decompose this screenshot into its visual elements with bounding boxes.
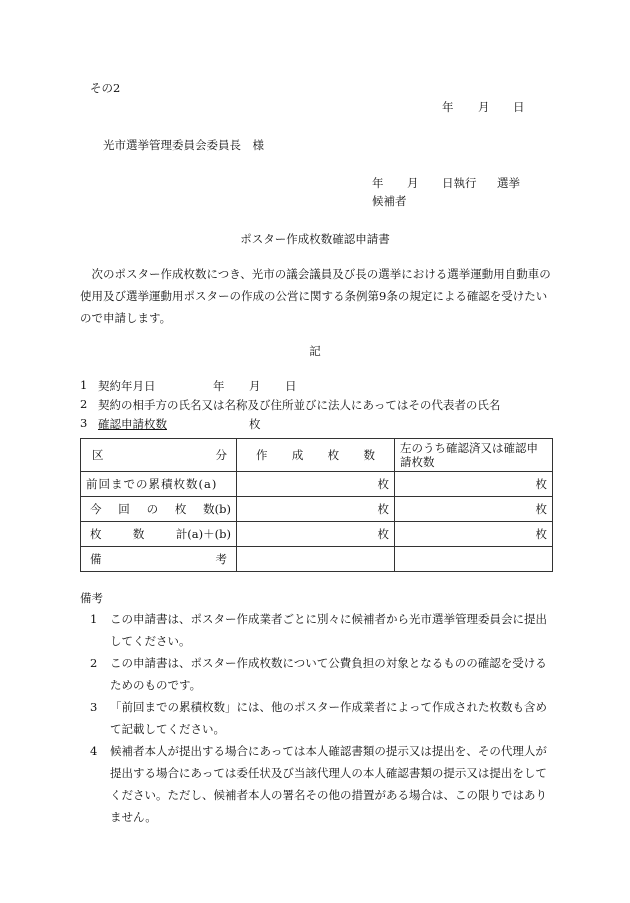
- note-text: この申請書は、ポスター作成業者ごとに別々に候補者から光市選挙管理委員会に提出してください。: [110, 612, 547, 648]
- label-part: 数(b): [203, 502, 231, 516]
- form-number: その2: [90, 81, 121, 95]
- item-1-label: 契約年月日: [98, 379, 156, 393]
- item-1-day: 日: [285, 379, 297, 393]
- note-item: [90, 696, 555, 740]
- item-3-number: 3: [80, 416, 88, 430]
- row-label-total: [81, 522, 237, 547]
- table-header-row: [81, 439, 553, 472]
- date-day: 日: [513, 100, 525, 114]
- label-part: 今: [90, 502, 102, 516]
- label-part: 計(a)＋(b): [175, 527, 231, 541]
- election-year: 年: [372, 176, 384, 190]
- row-unit-created: 枚: [237, 522, 395, 547]
- item-3-label-text: 確認申請枚数: [98, 417, 167, 431]
- label-part: 数: [132, 527, 145, 541]
- notes-section: [80, 588, 555, 828]
- label-part: 考: [215, 552, 227, 566]
- item-3-unit: 枚: [249, 417, 261, 431]
- row-unit-created: 枚: [237, 497, 395, 522]
- date-year: 年: [442, 100, 454, 114]
- label-part: の: [146, 502, 159, 516]
- note-text: この申請書は、ポスター作成枚数について公費負担の対象となるものの確認を受けるためのものです。: [110, 656, 547, 692]
- label-part: 枚: [90, 527, 102, 541]
- row-label-remarks: [81, 547, 237, 572]
- item-3-label: [98, 416, 263, 432]
- count-table: [80, 438, 553, 572]
- election-day: 日執行: [442, 176, 477, 190]
- notes-title: 備考: [80, 591, 103, 605]
- header-category: [81, 439, 237, 472]
- candidate-label: 候補者: [372, 194, 407, 208]
- note-number: 2: [90, 656, 98, 670]
- row-unit-confirmed: 枚: [395, 497, 553, 522]
- remarks-confirmed-cell: [395, 547, 553, 572]
- header-category-a: 区: [92, 448, 104, 462]
- date-month: 月: [478, 100, 490, 114]
- header-created-count: [237, 439, 395, 472]
- note-text: 「前回までの累積枚数」には、他のポスター作成業者によって作成された枚数も含めて記載してください。: [110, 700, 547, 736]
- row-label-current: [81, 497, 237, 522]
- note-number: 3: [90, 700, 98, 714]
- row-unit-created: 枚: [237, 472, 395, 497]
- header-char: 作: [256, 448, 268, 462]
- note-number: 1: [90, 612, 98, 626]
- header-category-b: 分: [215, 448, 227, 462]
- label-part: 回: [118, 502, 130, 516]
- item-2-label: 契約の相手方の氏名又は名称及び住所並びに法人にあってはその代表者の氏名: [98, 398, 501, 412]
- item-2-number: 2: [80, 397, 88, 411]
- header-confirmed-text: 左のうち確認済又は確認申請枚数: [400, 441, 538, 469]
- row-label-text: 前回までの累積枚数(a): [86, 477, 218, 491]
- table-row: [81, 547, 553, 572]
- note-number: 4: [90, 744, 98, 758]
- body-paragraph: 次のポスター作成枚数につき、光市の議会議員及び長の選挙における選挙運動用自動車の使用及び選挙運動用ポスターの作成の公営に関する条例第9条の規定による確認を受けたいので申請します。: [80, 267, 551, 325]
- row-label-cumulative: [81, 472, 237, 497]
- header-char: 枚: [327, 448, 340, 462]
- note-item: [90, 740, 555, 828]
- row-unit-confirmed: 枚: [395, 522, 553, 547]
- label-part: 備: [90, 552, 102, 566]
- remarks-created-cell: [237, 547, 395, 572]
- header-char: 数: [363, 448, 375, 462]
- ki-label: 記: [309, 344, 321, 358]
- note-item: [90, 652, 555, 696]
- election-word: 選挙: [497, 176, 520, 190]
- table-row: [81, 522, 553, 547]
- addressee: 光市選挙管理委員会委員長 様: [103, 138, 264, 152]
- item-1-number: 1: [80, 378, 88, 392]
- election-month: 月: [407, 176, 419, 190]
- note-item: [90, 608, 555, 652]
- header-char: 成: [291, 448, 304, 462]
- note-text: 候補者本人が提出する場合にあっては本人確認書類の提示又は提出を、その代理人が提出する場合にあっては委任状及び当該代理人の本人確認書類の提示又は提出をしてください。ただし、候補者本人の署名その他の措置がある場合は、この限りではありません。: [110, 744, 547, 824]
- table-row: [81, 472, 553, 497]
- row-unit-confirmed: 枚: [395, 472, 553, 497]
- item-1-year: 年: [213, 379, 225, 393]
- header-confirmed-count: [395, 439, 553, 472]
- table-row: [81, 497, 553, 522]
- label-part: 枚: [174, 502, 187, 516]
- item-1-month: 月: [249, 379, 261, 393]
- document-title: ポスター作成枚数確認申請書: [240, 232, 390, 246]
